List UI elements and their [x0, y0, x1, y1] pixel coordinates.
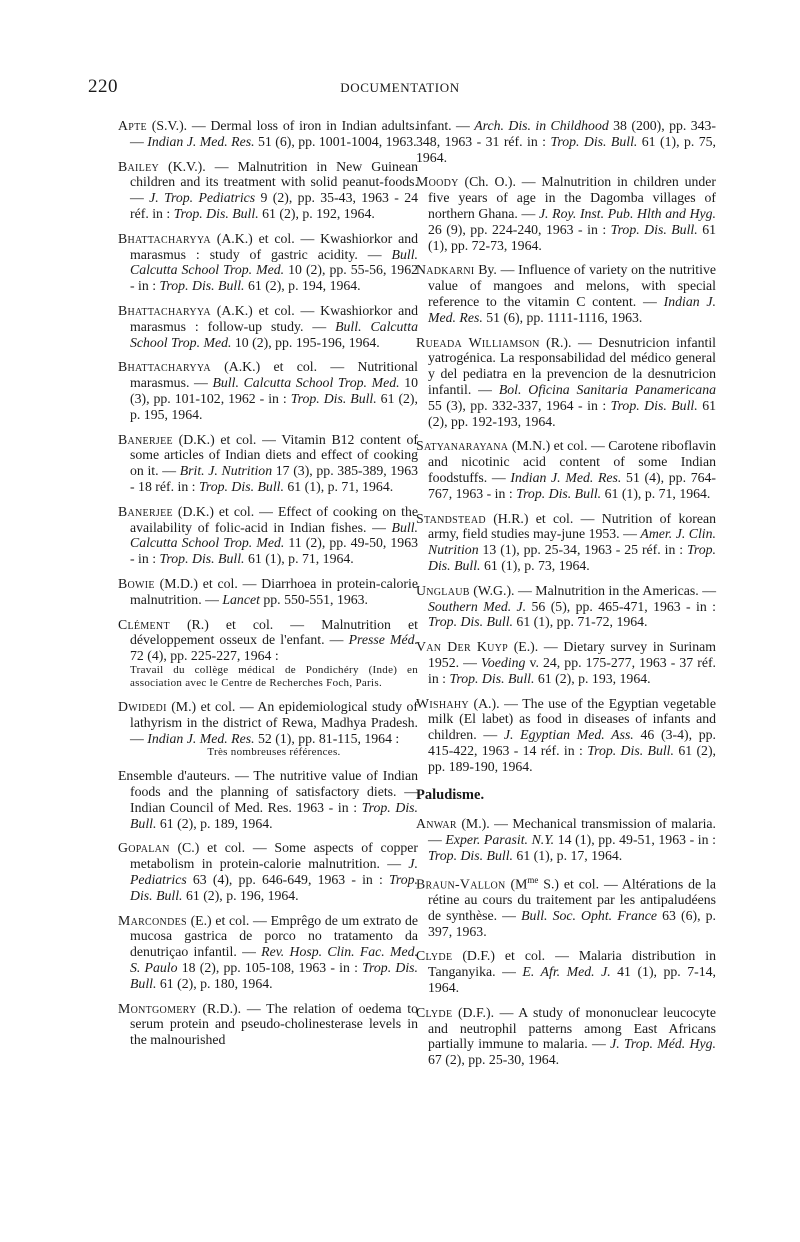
entry-source-citation: 61 (2), pp. 189-190, 1964. [428, 742, 716, 774]
entry-author: Bhattacharyya [118, 302, 211, 318]
bibliography-entry [118, 699, 418, 759]
entry-author: Banerjee [118, 503, 173, 519]
entry-journal: Indian J. Med. Res. [147, 730, 255, 746]
bibliography-entry [416, 948, 716, 995]
entry-text: infant. — [416, 118, 475, 133]
entry-text: (D.F.). — A study of mononuclear leucocyte and neutrophil patterns among East Africans partially immune to malaria. — [428, 1004, 716, 1052]
entry-journal: Brit. J. Nutrition [179, 463, 273, 479]
bibliography-entry [118, 118, 418, 150]
entry-journal: Indian J. Med. Res. [428, 293, 716, 325]
entry-citation: 52 (1), pp. 81-115, 1964 : [254, 730, 400, 746]
entry-author: Montgomery [118, 1000, 197, 1016]
entry-journal: J. Trop. Pediatrics [149, 190, 256, 206]
entry-journal: Indian J. Med. Res. [147, 133, 255, 149]
bibliography-entry [416, 174, 716, 253]
entry-text: (A.K.) et col. — Kwashiorkor and marasmus : follow-up study. — [130, 302, 418, 334]
entry-journal: Bull. Calcutta School Trop. Med. [130, 318, 418, 350]
entry-journal: Trop. Dis. Bull. [130, 799, 418, 831]
entry-citation: 11 (2), pp. 49-50, 1963 - in : [130, 535, 418, 567]
entry-text: (D.K.) et col. — Vitamin B12 content of some articles of Indian diets and effect of cooking on it. — [130, 431, 418, 479]
right-column [416, 118, 716, 1077]
bibliography-entry [416, 1005, 716, 1068]
entry-journal: E. Afr. Med. J. [522, 964, 611, 980]
entry-text: (W.G.). — Malnutrition in the Americas. — [469, 582, 716, 598]
entry-text: (A.K.) et col. — Kwashiorkor and marasmus : study of gastric acidity. — [130, 230, 418, 262]
entry-citation: 41 (1), pp. 7-14, 1964. [428, 964, 716, 996]
entry-source-journal: Trop. Dis. Bull. [198, 478, 284, 494]
entry-text: (M.) et col. — An epidemiological study of lathyrism in the district of Rewa, Madhya Pradesh. — [130, 698, 418, 746]
entry-citation: v. 24, pp. 175-277, 1963 - 37 réf. in : [428, 654, 717, 686]
entry-journal: Indian J. Med. Res. [510, 469, 622, 485]
bibliography-entry [416, 438, 716, 501]
entry-source-citation: 61 (2), pp. 192-193, 1964. [428, 397, 716, 429]
entry-citation: 17 (3), pp. 385-389, 1963 - 18 réf. in : [130, 463, 418, 494]
bibliography-entry [416, 511, 716, 574]
entry-author: Dwidedi [118, 698, 167, 714]
entry-citation: 13 (1), pp. 25-34, 1963 - 25 réf. in : [478, 542, 687, 558]
entry-text: S.) et col. — Altérations de la rétine au cours du traitement par les antipaludéens de synthèse. — [428, 876, 717, 923]
entry-author: Banerjee [118, 431, 173, 447]
entry-citation: 51 (4), pp. 764-767, 1963 - in : [428, 469, 716, 501]
entry-journal: Bull. Calcutta School Trop. Med. [130, 519, 418, 551]
entry-text: (E.). — Dietary survey in Surinam 1952. — [428, 639, 716, 670]
entry-text: (R.). — Desnutricion infantil yatrogénica. La responsabilidad del médico general y del pediatra en la prevencion de la desnutricion infantil. — [428, 334, 717, 397]
entry-source-citation: 61 (2), p. 180, 1964. [156, 975, 273, 991]
entry-author: Moody [416, 174, 459, 190]
entry-author: Clément [118, 616, 170, 632]
entry-text: (M [505, 876, 528, 892]
entry-journal: Rev. Hosp. Clin. Fac. Med. S. Paulo [130, 944, 418, 976]
bibliography-entry [118, 159, 418, 222]
entry-journal: J. Roy. Inst. Pub. Hlth and Hyg. [538, 205, 716, 221]
entry-author: Unglaub [416, 582, 470, 598]
entry-text: (E.) et col. — Emprêgo de um extrato de mucosa gastrica de porco no tratamento da denutriçao infantil. — [130, 912, 418, 960]
entry-journal: Amer. J. Clin. Nutrition [428, 526, 716, 558]
bibliography-entry [118, 359, 418, 422]
entry-author: Clyde [416, 948, 453, 964]
entry-author: Bailey [118, 158, 159, 174]
entry-journal: Bull. Calcutta School Trop. Med. [212, 375, 400, 391]
entry-citation: 61 (2), p. 189, 1964. [156, 815, 273, 831]
entry-journal: Arch. Dis. in Childhood [474, 118, 609, 133]
entry-source-journal: Trop. Dis. Bull. [428, 847, 513, 863]
entry-source-citation: 61 (2), p. 192, 1964. [258, 205, 375, 221]
bibliography-entry [118, 1001, 418, 1048]
entry-text: (K.V.). — Malnutrition in New Guinean children and its treatment with solid peanut-foods. — [130, 158, 418, 206]
entry-text: (D.F.) et col. — Malaria distribution in Tanganyika. — [428, 948, 716, 980]
entry-citation: 46 (3-4), pp. 415-422, 1963 - 14 réf. in : [428, 727, 716, 758]
bibliography-entry [118, 576, 418, 608]
entry-source-journal: Trop. Dis. Bull. [610, 221, 698, 237]
entry-text: (M.N.) et col. — Carotene riboflavin and nicotinic acid content of some Indian foodstuffs. — [428, 438, 716, 485]
entry-author: Rueada Williamson [416, 334, 540, 350]
entry-citation: 10 (2), pp. 195-196, 1964. [231, 334, 380, 350]
bibliography-entry [416, 873, 716, 940]
entry-author: Nadkarni [416, 262, 475, 278]
entry-journal: J. Trop. Méd. Hyg. [610, 1036, 716, 1052]
entry-source-citation: 61 (1), p. 71, 1964. [601, 485, 711, 501]
entry-citation: 56 (5), pp. 465-471, 1963 - in : [526, 598, 716, 614]
entry-citation: 72 (4), pp. 225-227, 1964 : [130, 648, 279, 664]
entry-source-citation: 61 (2), p. 194, 1964. [244, 278, 361, 294]
bibliography-entry [416, 583, 716, 630]
entry-source-journal: Trop. Dis. Bull. [428, 542, 716, 573]
entry-author: Marcondes [118, 912, 187, 928]
entry-source-citation: 61 (1), pp. 72-73, 1964. [428, 221, 716, 253]
entry-source-citation: 61 (1), p. 71, 1964. [283, 478, 394, 494]
entry-text: Ensemble d'auteurs. — The nutritive value of Indian foods and the planning of satisfactory diets. — Indian Council of Med. Res. 1963 - in : [118, 768, 418, 815]
entry-author: Gopalan [118, 840, 170, 856]
bibliography-entry [118, 913, 418, 992]
entry-citation: 9 (2), pp. 35-43, 1963 - 24 réf. in : [130, 190, 418, 221]
entry-text: (C.) et col. — Some aspects of copper metabolism in protein-calorie malnutrition. — [130, 840, 418, 872]
entry-author: Anwar [416, 816, 457, 832]
entry-source-citation: 61 (1), p. 75, 1964. [416, 133, 716, 165]
bibliography-entry [118, 768, 418, 831]
entry-author: Braun-Vallon [416, 876, 506, 892]
entry-source-journal: Trop. Dis. Bull. [550, 133, 638, 149]
entry-source-journal: Trop. Dis. Bull. [159, 278, 245, 294]
bibliography-entry [416, 118, 716, 165]
right-entries [416, 118, 716, 774]
entry-source-citation: 61 (1), p. 17, 1964. [512, 847, 623, 863]
entry-source-journal: Trop. Dis. Bull. [173, 205, 259, 221]
entry-citation: 26 (9), pp. 224-240, 1963 - in : [428, 221, 611, 237]
entry-author: Standstead [416, 510, 486, 526]
entry-author: Bhattacharyya [118, 230, 211, 246]
entry-journal: Lancet [222, 591, 260, 607]
entry-citation: 10 (3), pp. 101-102, 1962 - in : [130, 375, 419, 406]
bibliography-entry [118, 504, 418, 567]
entry-author: Bhattacharyya [118, 359, 211, 375]
bibliography-entry [118, 303, 418, 350]
bibliography-entry [416, 335, 716, 430]
bibliography-entry [416, 696, 716, 775]
entry-journal: Bull. Soc. Opht. France [521, 907, 658, 923]
left-entries [118, 118, 418, 1048]
entry-journal: Exper. Parasit. N.Y. [445, 832, 555, 848]
entry-source-journal: Trop. Dis. Bull. [159, 551, 245, 567]
left-column [118, 118, 418, 1057]
entry-source-citation: 61 (1), p. 73, 1964. [480, 557, 590, 573]
entry-source-journal: Trop. Dis. Bull. [428, 614, 513, 630]
entry-author: Apte [118, 118, 147, 133]
entry-source-journal: Trop. Dis. Bull. [587, 742, 674, 758]
entry-text: (R.) et col. — Malnutrition et développement osseux de l'enfant. — [130, 616, 418, 648]
entry-text: (R.D.). — The relation of oedema to serum protein and pseudo-cholinesterase levels in the malnourished [130, 1000, 418, 1048]
bibliography-entry [416, 639, 716, 686]
entry-citation: 55 (3), pp. 332-337, 1964 - in : [428, 397, 611, 413]
entry-citation: pp. 550-551, 1963. [259, 591, 368, 607]
entry-source-citation: 61 (2), p. 195, 1964. [130, 390, 418, 422]
section-entries [416, 816, 716, 1068]
entry-citation: 18 (2), pp. 105-108, 1963 - in : [177, 960, 363, 976]
entry-text: By. — Influence of variety on the nutritive value of mangoes and melons, with special reference to the vitamin C content. — [428, 262, 716, 309]
entry-text: (A.K.) et col. — Nutritional marasmus. — [130, 359, 418, 391]
entry-source-journal: Trop. Dis. Bull. [449, 670, 535, 686]
entry-source-journal: Trop. Dis. Bull. [516, 485, 602, 501]
entry-source-citation: 61 (2), p. 193, 1964. [534, 670, 651, 686]
bibliography-entry [118, 432, 418, 495]
running-head: DOCUMENTATION [340, 80, 460, 95]
entry-source-citation: 61 (2), p. 196, 1964. [182, 887, 299, 903]
entry-source-journal: Trop. Dis. Bull. [290, 390, 377, 406]
entry-author: Clyde [416, 1004, 453, 1020]
entry-journal: Bull. Calcutta School Trop. Med. [130, 246, 418, 278]
section-title: Paludisme. [416, 787, 485, 804]
entry-text: (M.). — Mechanical transmission of malaria. — [428, 816, 716, 848]
page-number: 220 [88, 76, 118, 97]
entry-text: (Ch. O.). — Malnutrition in children under five years of age in the Dagomba villages of northern Ghana. — [428, 174, 716, 221]
bibliography-entry [416, 816, 716, 863]
entry-text: (M.D.) et col. — Diarrhoea in protein-calorie malnutrition. — [130, 575, 418, 607]
entry-text: (A.). — The use of the Egyptian vegetable milk (El labet) as food in diseases of infants and children. — [428, 695, 716, 743]
entry-journal: J. Egyptian Med. Ass. [503, 727, 634, 743]
entry-journal: J. Pediatrics [130, 856, 418, 888]
entry-citation: 51 (6), pp. 1111-1116, 1963. [482, 309, 643, 325]
entry-source-citation: 61 (1), p. 71, 1964. [244, 551, 354, 567]
entry-text: (H.R.) et col. — Nutrition of korean army, field studies may-june 1953. — [428, 510, 716, 542]
entry-journal: Bol. Oficina Sanitaria Panamericana [498, 381, 716, 397]
bibliography-entry [118, 840, 418, 903]
bibliography-entry [416, 262, 716, 325]
entry-author: Bowie [118, 575, 155, 591]
entry-journal: Southern Med. J. [428, 598, 527, 614]
entry-source-journal: Trop. Dis. Bull. [610, 397, 698, 413]
entry-journal: Voeding [480, 654, 526, 670]
entry-citation: 63 (4), pp. 646-649, 1963 - in : [186, 872, 389, 888]
entry-citation: 38 (200), pp. 343-348, 1963 - 31 réf. in : [416, 118, 716, 149]
entry-author: Wishahy [416, 695, 469, 711]
entry-source-journal: Trop. Dis. Bull. [130, 872, 418, 903]
bibliography-entry [118, 617, 418, 690]
entry-citation: 10 (2), pp. 55-56, 1962 - in : [130, 262, 418, 294]
entry-citation: 51 (6), pp. 1001-1004, 1963. [254, 133, 417, 149]
entry-citation: 63 (6), p. 397, 1963. [428, 907, 717, 939]
entry-source-journal: Trop. Dis. Bull. [130, 960, 418, 991]
entry-text: (S.V.). — Dermal loss of iron in Indian adults. — [130, 118, 418, 149]
entry-source-citation: 61 (1), pp. 71-72, 1964. [512, 614, 648, 630]
entry-text: (D.K.) et col. — Effect of cooking on the availability of folic-acid in Indian fishes. — [130, 503, 418, 535]
entry-citation: 14 (1), pp. 49-51, 1963 - in : [554, 832, 716, 848]
entry-note: Travail du collège médical de Pondichéry (Inde) en association avec le Centre de Recherches Foch, Paris. [130, 663, 418, 689]
bibliography-entry [118, 231, 418, 294]
entry-citation: 67 (2), pp. 25-30, 1964. [428, 1052, 560, 1068]
entry-superscript: me [527, 874, 539, 885]
entry-journal: Presse Méd. [348, 632, 419, 648]
entry-author: Van Der Kuyp [416, 639, 509, 655]
entry-note: Très nombreuses références. [207, 746, 341, 759]
entry-author: Satyanarayana [416, 438, 509, 454]
